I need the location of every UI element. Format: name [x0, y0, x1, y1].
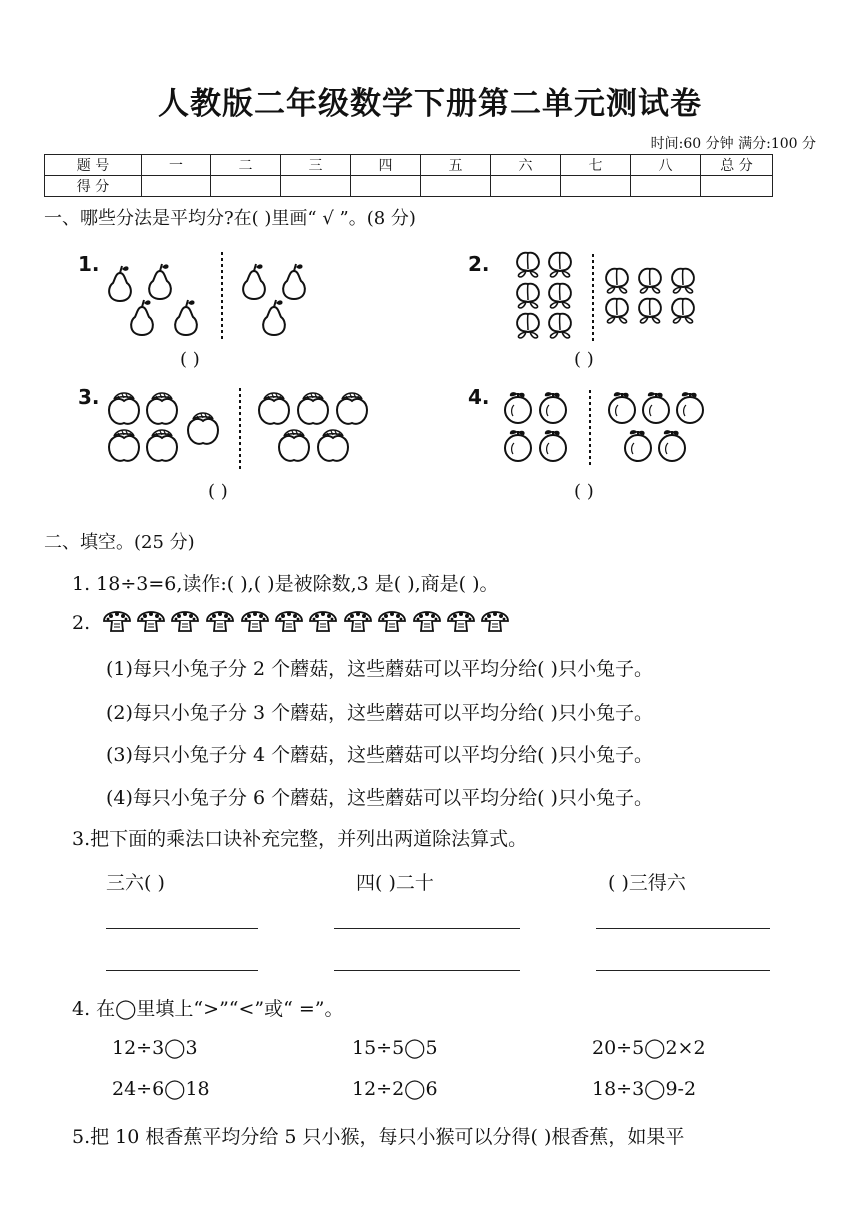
score-row-label: 得 分	[45, 176, 142, 197]
compare-item: 15÷5◯5	[352, 1037, 438, 1059]
rhyme-2: 四( )二十	[356, 872, 434, 894]
figure-1-answer-paren[interactable]: ( )	[180, 349, 200, 370]
compare-item: 18÷3◯9-2	[592, 1078, 697, 1100]
answer-line[interactable]	[596, 970, 770, 971]
time-info: 时间:60 分钟 满分:100 分	[650, 136, 816, 152]
score-header-cell: 三	[281, 155, 351, 176]
answer-line[interactable]	[334, 928, 520, 929]
figure-4-number: 4.	[468, 385, 490, 409]
mushroom-icon	[172, 612, 198, 631]
figure-4-answer-paren[interactable]: ( )	[574, 481, 594, 502]
figure-3-number: 3.	[78, 385, 100, 409]
mushroom-icon	[379, 612, 405, 631]
question-3: 3.把下面的乘法口诀补充完整，并列出两道除法算式。	[72, 828, 528, 850]
mushroom-icon	[310, 612, 336, 631]
section2-heading: 二、填空。(25 分)	[44, 532, 195, 553]
score-header-cell: 六	[491, 155, 561, 176]
section1-heading: 一、哪些分法是平均分?在( )里画“ √ ”。(8 分)	[44, 208, 416, 229]
question-2-item: (1)每只小兔子分 2 个蘑菇，这些蘑菇可以平均分给( )只小兔子。	[106, 658, 653, 680]
score-header-cell: 题 号	[45, 155, 142, 176]
score-header-cell: 八	[631, 155, 701, 176]
question-4: 4. 在◯里填上“>”“<”或“ =”。	[72, 998, 344, 1020]
question-2-number: 2.	[72, 612, 91, 634]
score-header-cell: 四	[351, 155, 421, 176]
rhyme-3: ( )三得六	[608, 872, 686, 894]
mushroom-icon	[345, 612, 371, 631]
answer-line[interactable]	[106, 970, 258, 971]
question-1: 1. 18÷3=6,读作:( ),( )是被除数,3 是( ),商是( )。	[72, 573, 499, 595]
score-header-cell: 五	[421, 155, 491, 176]
mushroom-icon	[207, 612, 233, 631]
score-header-cell: 二	[211, 155, 281, 176]
mushroom-icon	[276, 612, 302, 631]
figure-3-answer-paren[interactable]: ( )	[208, 481, 228, 502]
answer-line[interactable]	[106, 928, 258, 929]
figure-1-number: 1.	[78, 252, 100, 276]
mushroom-icon	[482, 612, 508, 631]
figure-2-number: 2.	[468, 252, 490, 276]
question-2-item: (3)每只小兔子分 4 个蘑菇，这些蘑菇可以平均分给( )只小兔子。	[106, 744, 653, 766]
score-header-cell: 总 分	[701, 155, 773, 176]
score-header-cell: 一	[142, 155, 211, 176]
question-5: 5.把 10 根香蕉平均分给 5 只小猴，每只小猴可以分得( )根香蕉，如果平	[72, 1126, 685, 1148]
mushroom-icon	[138, 612, 164, 631]
mushroom-icon	[448, 612, 474, 631]
question-2-item: (4)每只小兔子分 6 个蘑菇，这些蘑菇可以平均分给( )只小兔子。	[106, 787, 653, 809]
compare-item: 24÷6◯18	[112, 1078, 210, 1100]
mushroom-icon	[104, 612, 130, 631]
answer-line[interactable]	[334, 970, 520, 971]
rhyme-1: 三六( )	[106, 872, 165, 894]
page-title: 人教版二年级数学下册第二单元测试卷	[158, 86, 702, 122]
compare-item: 12÷3◯3	[112, 1037, 198, 1059]
mushroom-icon	[414, 612, 440, 631]
mushroom-icon	[242, 612, 268, 631]
score-header-cell: 七	[561, 155, 631, 176]
question-2-item: (2)每只小兔子分 3 个蘑菇，这些蘑菇可以平均分给( )只小兔子。	[106, 702, 653, 724]
figure-2-answer-paren[interactable]: ( )	[574, 349, 594, 370]
compare-item: 20÷5◯2×2	[592, 1037, 706, 1059]
answer-line[interactable]	[596, 928, 770, 929]
compare-item: 12÷2◯6	[352, 1078, 438, 1100]
